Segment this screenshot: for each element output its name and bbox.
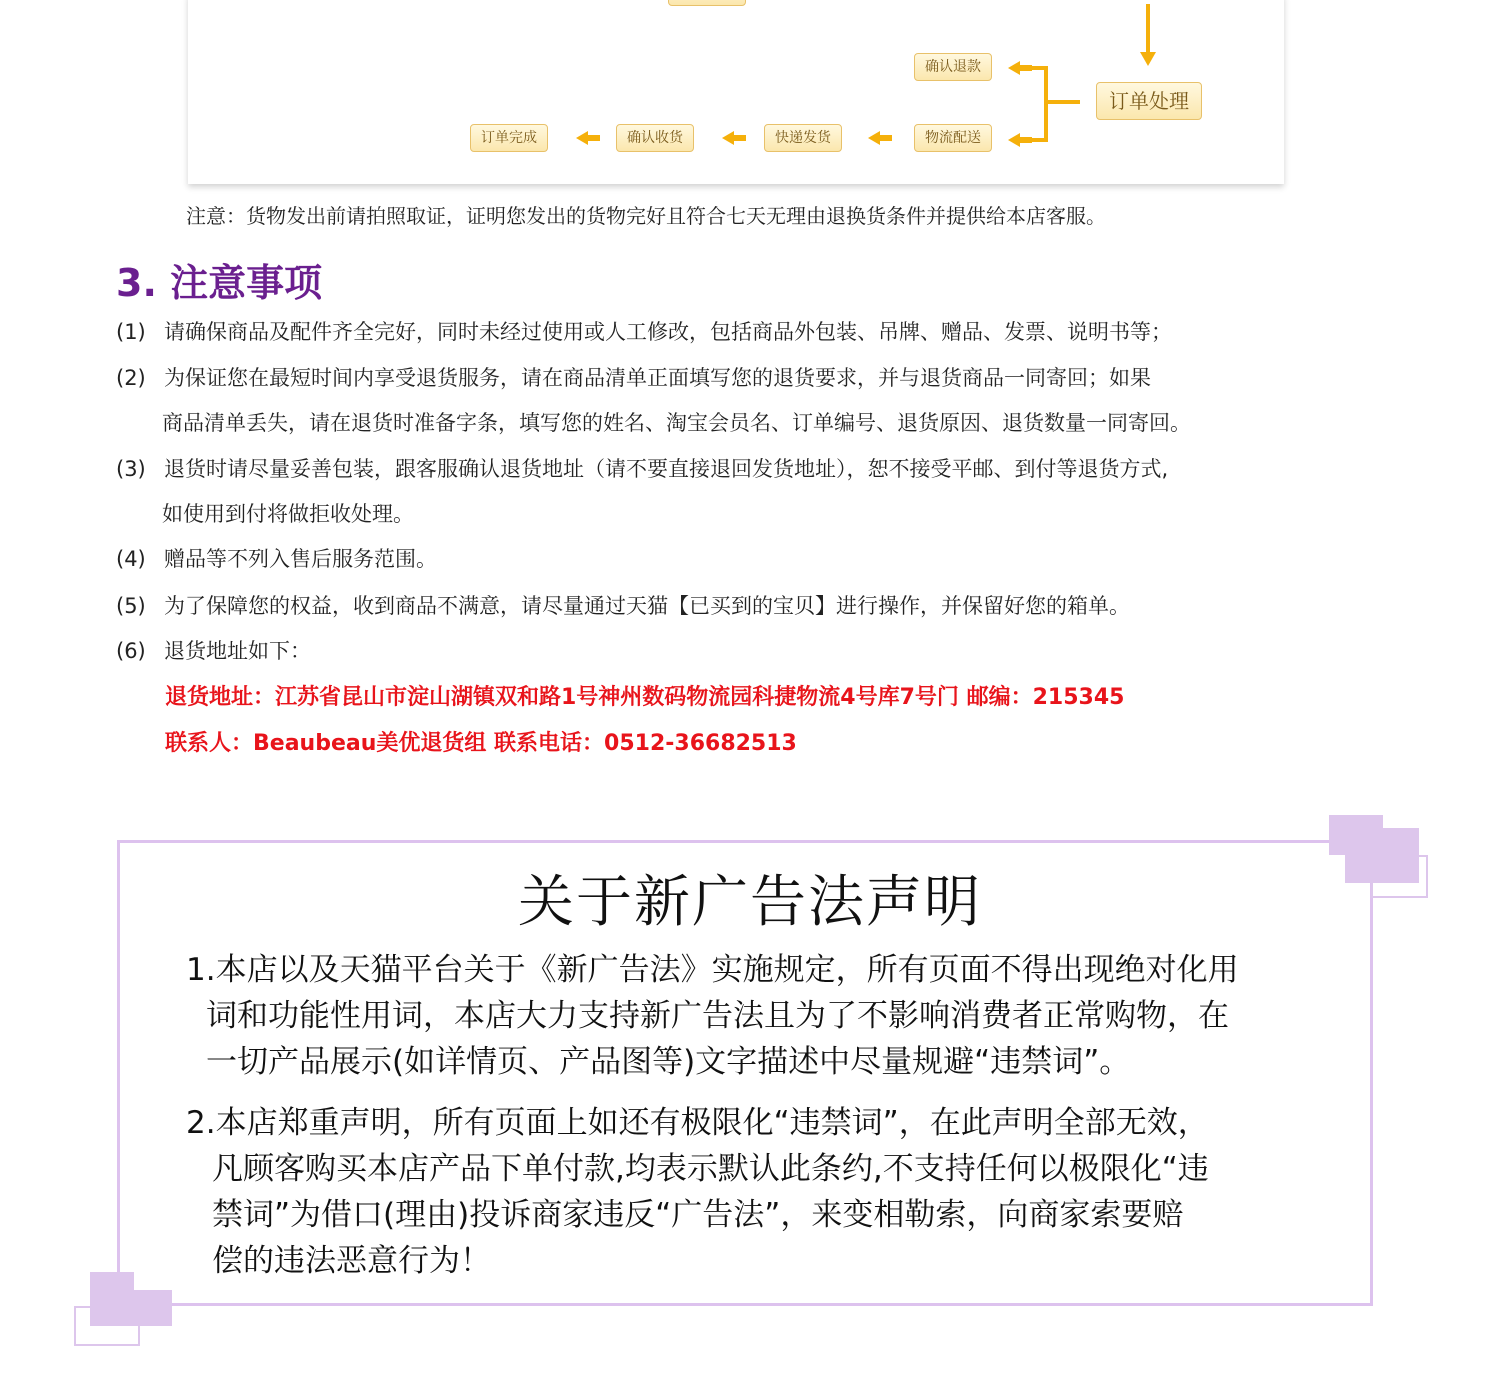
flow-step-exchange-request <box>668 0 746 6</box>
item-number: (1) <box>116 320 146 344</box>
flow-step-express-shipping: 快递发货 <box>764 124 842 152</box>
flowchart-note: 注意：货物发出前请拍照取证，证明您发出的货物完好且符合七天无理由退换货条件并提供给本店客服。 <box>186 204 1106 228</box>
item-text: 退货时请尽量妥善包装，跟客服确认退货地址（请不要直接退回发货地址），恕不接受平邮、到付等退货方式, <box>164 457 1169 481</box>
statement-p2-line: 禁词”为借口(理由)投诉商家违反“广告法”，来变相勒索，向商家索要赔 <box>212 1197 1184 1233</box>
list-item <box>116 635 311 665</box>
arrow-left-icon <box>1008 133 1020 147</box>
flow-step-confirm-refund: 确认退款 <box>914 53 992 81</box>
item-text: 为了保障您的权益，收到商品不满意，请尽量通过天猫【已买到的宝贝】进行操作，并保留好您的箱单。 <box>164 594 1130 618</box>
arrow-left-icon <box>1008 61 1020 75</box>
arrow-down-icon <box>1140 52 1156 66</box>
return-address: 退货地址：江苏省昆山市淀山湖镇双和路1号神州数码物流园科捷物流4号库7号门 邮编：215345 <box>165 685 1125 710</box>
list-item <box>116 590 1130 620</box>
item-text: 退货地址如下： <box>164 639 311 663</box>
statement-p2-line: 偿的违法恶意行为！ <box>212 1243 491 1279</box>
item-number: (3) <box>116 457 146 481</box>
flow-step-order-complete: 订单完成 <box>470 124 548 152</box>
statement-title: 关于新广告法声明 <box>518 870 982 935</box>
statement-p2-line: 凡顾客购买本店产品下单付款,均表示默认此条约,不支持任何以极限化“违 <box>212 1151 1209 1187</box>
list-item <box>116 453 1168 483</box>
arrow-left-icon <box>576 131 588 145</box>
item-number: (4) <box>116 547 146 571</box>
flow-connector <box>1044 66 1048 142</box>
list-item <box>116 316 1172 346</box>
return-contact: 联系人：Beaubeau美优退货组 联系电话：0512-36682513 <box>165 731 797 756</box>
list-item <box>116 362 1151 392</box>
flow-step-order-processing: 订单处理 <box>1096 82 1202 120</box>
statement-p1-line: 词和功能性用词，本店大力支持新广告法且为了不影响消费者正常购物，在 <box>206 998 1229 1034</box>
statement-p1-line: 1.本店以及天猫平台关于《新广告法》实施规定，所有页面不得出现绝对化用 <box>186 952 1239 988</box>
item-number: (2) <box>116 366 146 390</box>
flow-step-confirm-receipt: 确认收货 <box>616 124 694 152</box>
item-number: (5) <box>116 594 146 618</box>
item-text: 为保证您在最短时间内享受退货服务，请在商品清单正面填写您的退货要求，并与退货商品一同寄回；如果 <box>164 366 1151 390</box>
flow-step-logistics: 物流配送 <box>914 124 992 152</box>
list-item-continuation: 商品清单丢失，请在退货时准备字条，填写您的姓名、淘宝会员名、订单编号、退货原因、退货数量一同寄回。 <box>162 411 1191 435</box>
statement-p1-line: 一切产品展示(如详情页、产品图等)文字描述中尽量规避“违禁词”。 <box>206 1044 1131 1080</box>
corner-decoration <box>74 1306 140 1346</box>
return-flowchart <box>188 0 1284 184</box>
item-number: (6) <box>116 639 146 663</box>
arrow-left-icon <box>722 131 734 145</box>
statement-p2-line: 2.本店郑重声明，所有页面上如还有极限化“违禁词”，在此声明全部无效， <box>186 1105 1209 1141</box>
arrow-left-icon <box>868 131 880 145</box>
flow-connector <box>1044 100 1080 104</box>
section-title: 3. 注意事项 <box>116 261 323 305</box>
item-text: 请确保商品及配件齐全完好，同时未经过使用或人工修改，包括商品外包装、吊牌、赠品、发票、说明书等； <box>164 320 1172 344</box>
list-item <box>116 543 437 573</box>
list-item-continuation: 如使用到付将做拒收处理。 <box>162 502 414 526</box>
item-text: 赠品等不列入售后服务范围。 <box>164 547 437 571</box>
flow-connector <box>1146 4 1150 54</box>
